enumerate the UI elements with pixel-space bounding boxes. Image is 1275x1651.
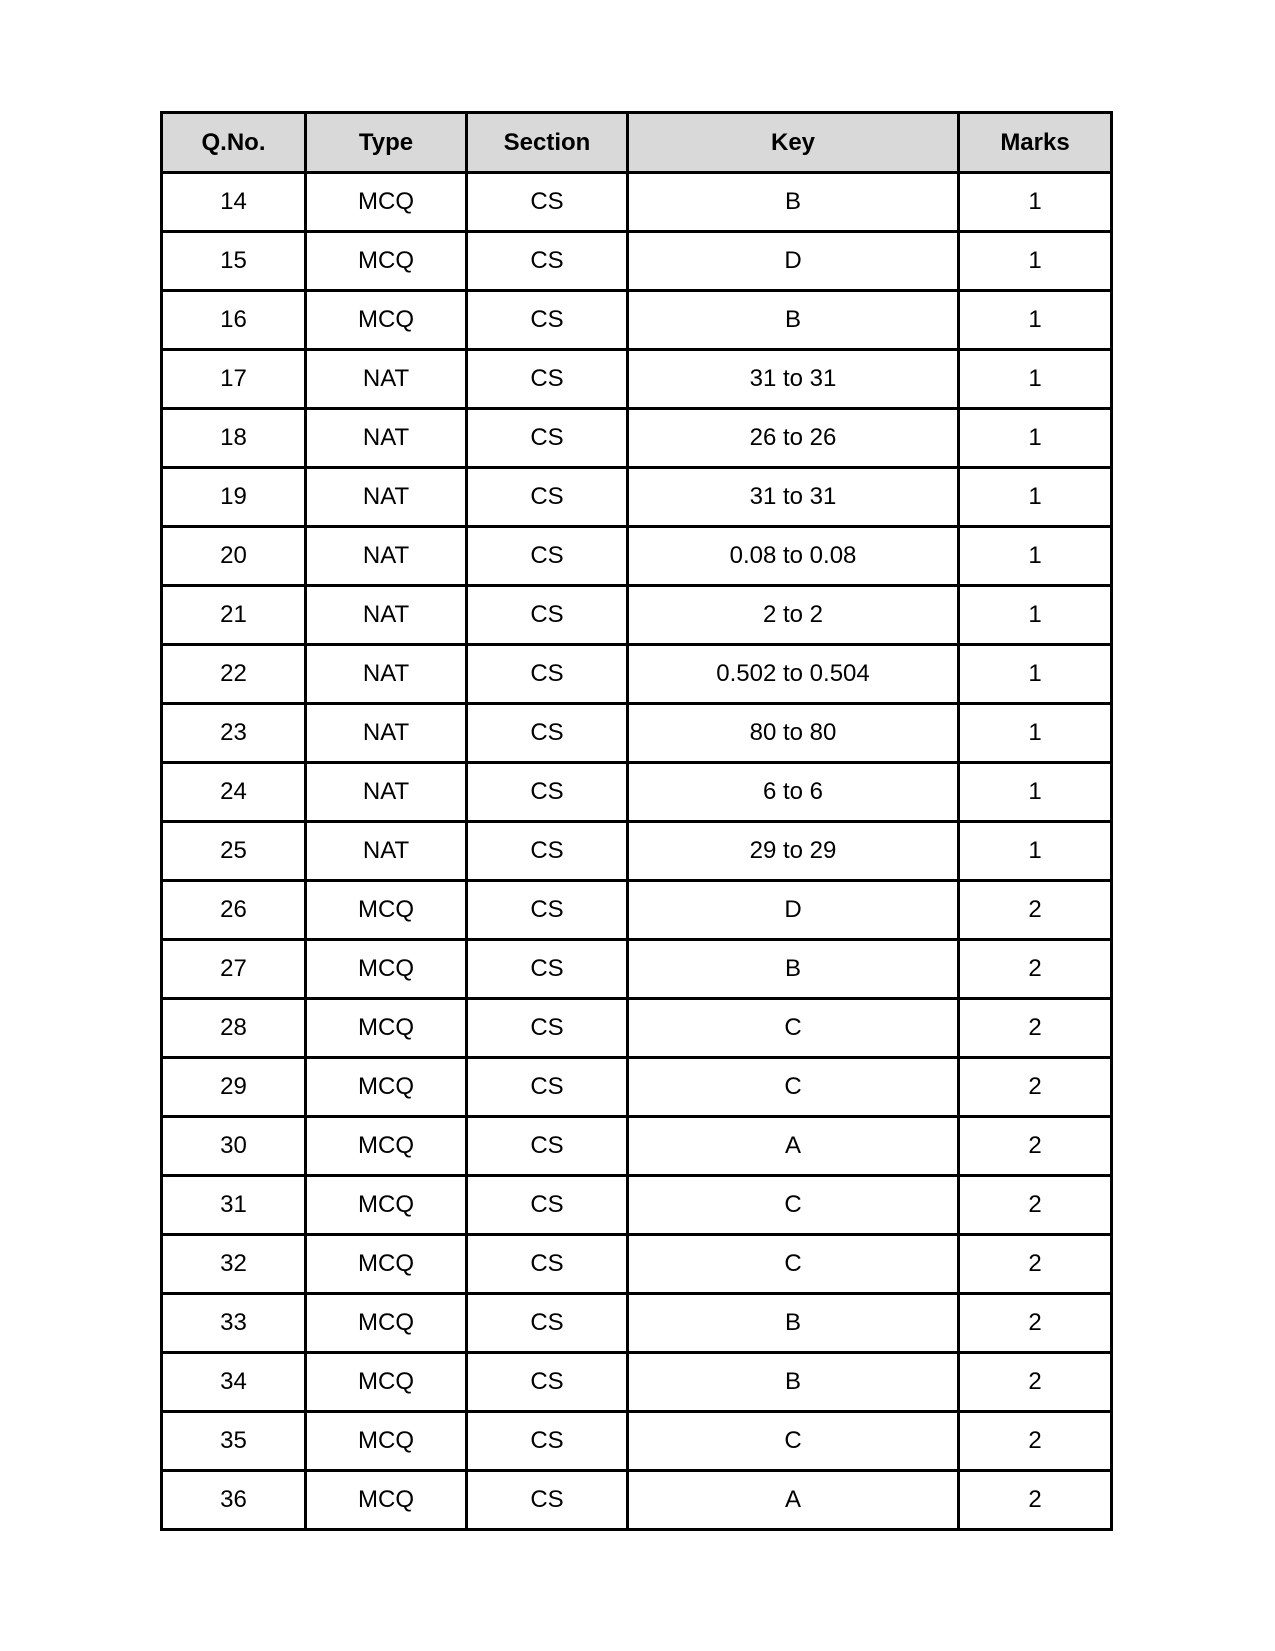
cell-marks: 2: [959, 1058, 1112, 1117]
cell-section: CS: [467, 586, 628, 645]
cell-type: NAT: [306, 468, 467, 527]
table-body: [162, 173, 1112, 1530]
cell-qno: 33: [162, 1294, 306, 1353]
cell-type: NAT: [306, 527, 467, 586]
cell-marks: 1: [959, 232, 1112, 291]
table-row: [162, 1294, 1112, 1353]
cell-marks: 2: [959, 1117, 1112, 1176]
cell-key: C: [628, 1412, 959, 1471]
cell-qno: 23: [162, 704, 306, 763]
cell-type: MCQ: [306, 1117, 467, 1176]
cell-marks: 1: [959, 409, 1112, 468]
cell-section: CS: [467, 1412, 628, 1471]
table-row: [162, 1176, 1112, 1235]
cell-type: MCQ: [306, 1412, 467, 1471]
table-row: [162, 291, 1112, 350]
cell-type: MCQ: [306, 1058, 467, 1117]
cell-marks: 2: [959, 1353, 1112, 1412]
cell-qno: 30: [162, 1117, 306, 1176]
table-row: [162, 1235, 1112, 1294]
cell-section: CS: [467, 1176, 628, 1235]
table-row: [162, 881, 1112, 940]
cell-key: C: [628, 1235, 959, 1294]
cell-key: 80 to 80: [628, 704, 959, 763]
table-row: [162, 1117, 1112, 1176]
cell-key: B: [628, 1294, 959, 1353]
cell-key: B: [628, 291, 959, 350]
cell-marks: 1: [959, 645, 1112, 704]
cell-section: CS: [467, 1294, 628, 1353]
cell-qno: 35: [162, 1412, 306, 1471]
cell-type: NAT: [306, 704, 467, 763]
cell-key: 31 to 31: [628, 468, 959, 527]
cell-marks: 2: [959, 1471, 1112, 1530]
cell-marks: 1: [959, 173, 1112, 232]
cell-marks: 2: [959, 1294, 1112, 1353]
cell-qno: 15: [162, 232, 306, 291]
header-qno: Q.No.: [162, 113, 306, 173]
cell-qno: 21: [162, 586, 306, 645]
cell-key: B: [628, 940, 959, 999]
cell-section: CS: [467, 763, 628, 822]
cell-type: MCQ: [306, 1235, 467, 1294]
cell-type: NAT: [306, 763, 467, 822]
cell-qno: 17: [162, 350, 306, 409]
table-row: [162, 173, 1112, 232]
cell-qno: 34: [162, 1353, 306, 1412]
cell-qno: 16: [162, 291, 306, 350]
cell-marks: 1: [959, 468, 1112, 527]
cell-type: MCQ: [306, 173, 467, 232]
cell-qno: 20: [162, 527, 306, 586]
cell-key: D: [628, 232, 959, 291]
table-row: [162, 1412, 1112, 1471]
cell-type: MCQ: [306, 232, 467, 291]
cell-qno: 27: [162, 940, 306, 999]
cell-marks: 1: [959, 291, 1112, 350]
cell-key: C: [628, 1176, 959, 1235]
table-row: [162, 940, 1112, 999]
cell-qno: 36: [162, 1471, 306, 1530]
cell-qno: 31: [162, 1176, 306, 1235]
cell-section: CS: [467, 704, 628, 763]
cell-marks: 1: [959, 704, 1112, 763]
cell-section: CS: [467, 1471, 628, 1530]
cell-type: MCQ: [306, 881, 467, 940]
cell-qno: 28: [162, 999, 306, 1058]
cell-section: CS: [467, 173, 628, 232]
table-row: [162, 645, 1112, 704]
cell-key: C: [628, 999, 959, 1058]
table-row: [162, 999, 1112, 1058]
table-row: [162, 763, 1112, 822]
table-row: [162, 704, 1112, 763]
cell-type: MCQ: [306, 1471, 467, 1530]
cell-section: CS: [467, 1058, 628, 1117]
cell-section: CS: [467, 1117, 628, 1176]
cell-section: CS: [467, 350, 628, 409]
cell-qno: 18: [162, 409, 306, 468]
cell-key: 0.502 to 0.504: [628, 645, 959, 704]
table-row: [162, 1353, 1112, 1412]
cell-section: CS: [467, 645, 628, 704]
cell-marks: 2: [959, 881, 1112, 940]
table-row: [162, 350, 1112, 409]
header-type: Type: [306, 113, 467, 173]
cell-marks: 1: [959, 763, 1112, 822]
cell-marks: 2: [959, 940, 1112, 999]
cell-type: MCQ: [306, 1353, 467, 1412]
cell-qno: 32: [162, 1235, 306, 1294]
cell-qno: 25: [162, 822, 306, 881]
cell-type: MCQ: [306, 940, 467, 999]
cell-qno: 19: [162, 468, 306, 527]
cell-qno: 29: [162, 1058, 306, 1117]
table-row: [162, 586, 1112, 645]
cell-section: CS: [467, 291, 628, 350]
cell-section: CS: [467, 409, 628, 468]
cell-marks: 1: [959, 527, 1112, 586]
cell-key: 31 to 31: [628, 350, 959, 409]
table-row: [162, 1471, 1112, 1530]
cell-type: MCQ: [306, 1294, 467, 1353]
cell-section: CS: [467, 527, 628, 586]
cell-type: NAT: [306, 350, 467, 409]
cell-key: B: [628, 173, 959, 232]
cell-section: CS: [467, 940, 628, 999]
cell-section: CS: [467, 881, 628, 940]
cell-key: 6 to 6: [628, 763, 959, 822]
cell-type: MCQ: [306, 1176, 467, 1235]
cell-section: CS: [467, 1353, 628, 1412]
table-row: [162, 232, 1112, 291]
table-row: [162, 468, 1112, 527]
cell-key: 29 to 29: [628, 822, 959, 881]
table-row: [162, 527, 1112, 586]
cell-key: A: [628, 1471, 959, 1530]
cell-key: A: [628, 1117, 959, 1176]
cell-qno: 26: [162, 881, 306, 940]
cell-marks: 2: [959, 1235, 1112, 1294]
cell-marks: 1: [959, 586, 1112, 645]
header-marks: Marks: [959, 113, 1112, 173]
cell-key: 2 to 2: [628, 586, 959, 645]
table-row: [162, 409, 1112, 468]
cell-marks: 1: [959, 350, 1112, 409]
cell-section: CS: [467, 232, 628, 291]
cell-type: NAT: [306, 586, 467, 645]
cell-marks: 2: [959, 1176, 1112, 1235]
cell-type: MCQ: [306, 999, 467, 1058]
cell-qno: 22: [162, 645, 306, 704]
cell-type: NAT: [306, 409, 467, 468]
cell-type: NAT: [306, 645, 467, 704]
cell-key: C: [628, 1058, 959, 1117]
cell-section: CS: [467, 822, 628, 881]
cell-marks: 2: [959, 1412, 1112, 1471]
cell-section: CS: [467, 468, 628, 527]
cell-qno: 14: [162, 173, 306, 232]
cell-key: 26 to 26: [628, 409, 959, 468]
header-section: Section: [467, 113, 628, 173]
cell-section: CS: [467, 999, 628, 1058]
table-row: [162, 822, 1112, 881]
cell-marks: 1: [959, 822, 1112, 881]
answer-key-table: [160, 111, 1113, 1531]
table-row: [162, 1058, 1112, 1117]
cell-type: MCQ: [306, 291, 467, 350]
header-row: [162, 113, 1112, 173]
cell-qno: 24: [162, 763, 306, 822]
cell-marks: 2: [959, 999, 1112, 1058]
cell-key: B: [628, 1353, 959, 1412]
cell-key: D: [628, 881, 959, 940]
cell-type: NAT: [306, 822, 467, 881]
cell-section: CS: [467, 1235, 628, 1294]
header-key: Key: [628, 113, 959, 173]
cell-key: 0.08 to 0.08: [628, 527, 959, 586]
